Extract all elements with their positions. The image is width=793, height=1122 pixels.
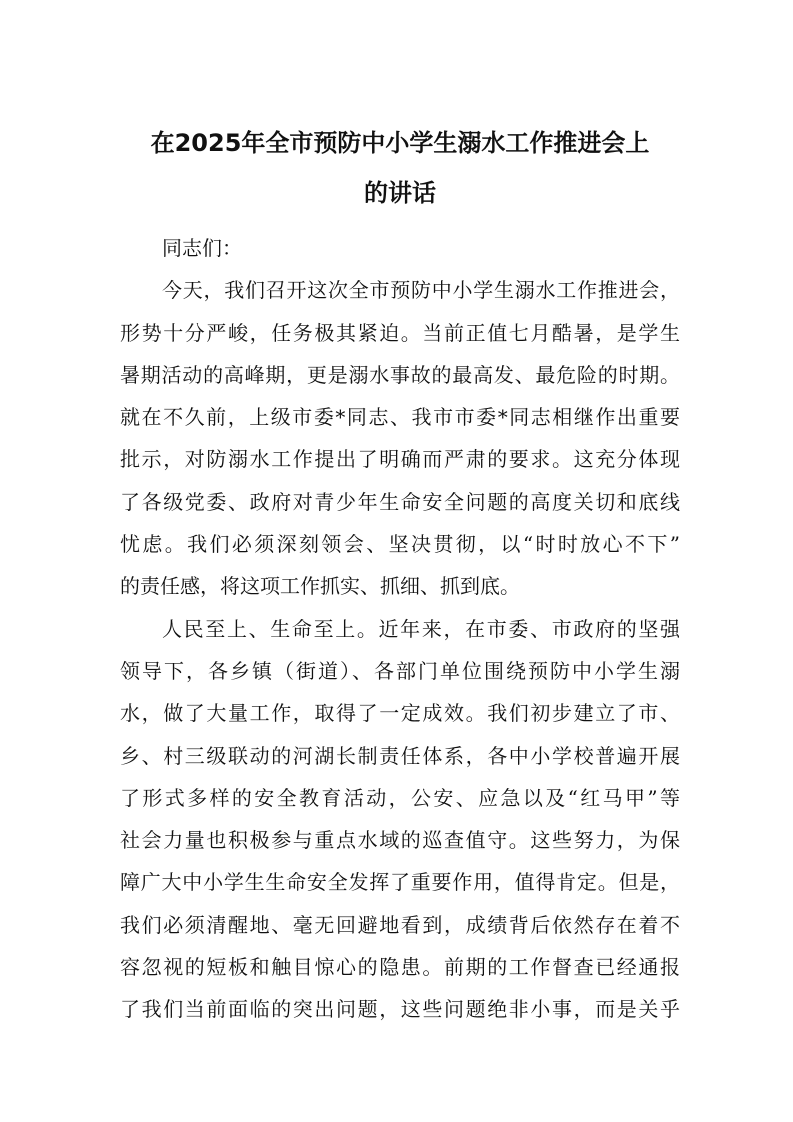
text-line: 的责任感，将这项工作抓实、抓细、抓到底。 — [120, 574, 520, 599]
text-line: 了我们当前面临的突出问题，这些问题绝非小事，而是关乎 — [120, 997, 680, 1022]
title-line-1: 在2025年全市预防中小学生溺水工作推进会上 — [150, 129, 650, 157]
text-line: 暑期活动的高峰期，更是溺水事故的最高发、最危险的时期。 — [120, 362, 680, 387]
text-line: 水，做了大量工作，取得了一定成效。我们初步建立了市、 — [120, 701, 680, 726]
text-line: 容忽视的短板和触目惊心的隐患。前期的工作督查已经通报 — [120, 955, 680, 980]
text-line: 人民至上、生命至上。近年来，在市委、市政府的坚强 — [162, 616, 680, 641]
text-line: 形势十分严峻，任务极其紧迫。当前正值七月酷暑，是学生 — [120, 320, 680, 345]
document-title — [110, 118, 690, 218]
text-line: 了各级党委、政府对青少年生命安全问题的高度关切和底线 — [120, 489, 680, 514]
text-line: 障广大中小学生生命安全发挥了重要作用，值得肯定。但是， — [120, 870, 680, 895]
text-line: 乡、村三级联动的河湖长制责任体系，各中小学校普遍开展 — [120, 743, 680, 768]
text-line: 我们必须清醒地、毫无回避地看到，成绩背后依然存在着不 — [120, 912, 680, 937]
text-line: 就在不久前，上级市委*同志、我市市委*同志相继作出重要 — [120, 405, 680, 430]
text-line: 同志们： — [162, 236, 242, 260]
text-line: 今天，我们召开这次全市预防中小学生溺水工作推进会， — [162, 278, 680, 303]
title-line-2: 的讲话 — [364, 179, 436, 207]
text-line: 批示，对防溺水工作提出了明确而严肃的要求。这充分体现 — [120, 447, 680, 472]
document-body — [120, 227, 680, 1031]
text-line: 了形式多样的安全教育活动，公安、应急以及“红马甲”等 — [120, 785, 680, 810]
text-line: 社会力量也积极参与重点水域的巡查值守。这些努力，为保 — [120, 828, 680, 853]
text-line: 忧虑。我们必须深刻领会、坚决贯彻，以“时时放心不下” — [120, 532, 680, 557]
text-line: 领导下，各乡镇（街道）、各部门单位围绕预防中小学生溺 — [120, 658, 680, 683]
